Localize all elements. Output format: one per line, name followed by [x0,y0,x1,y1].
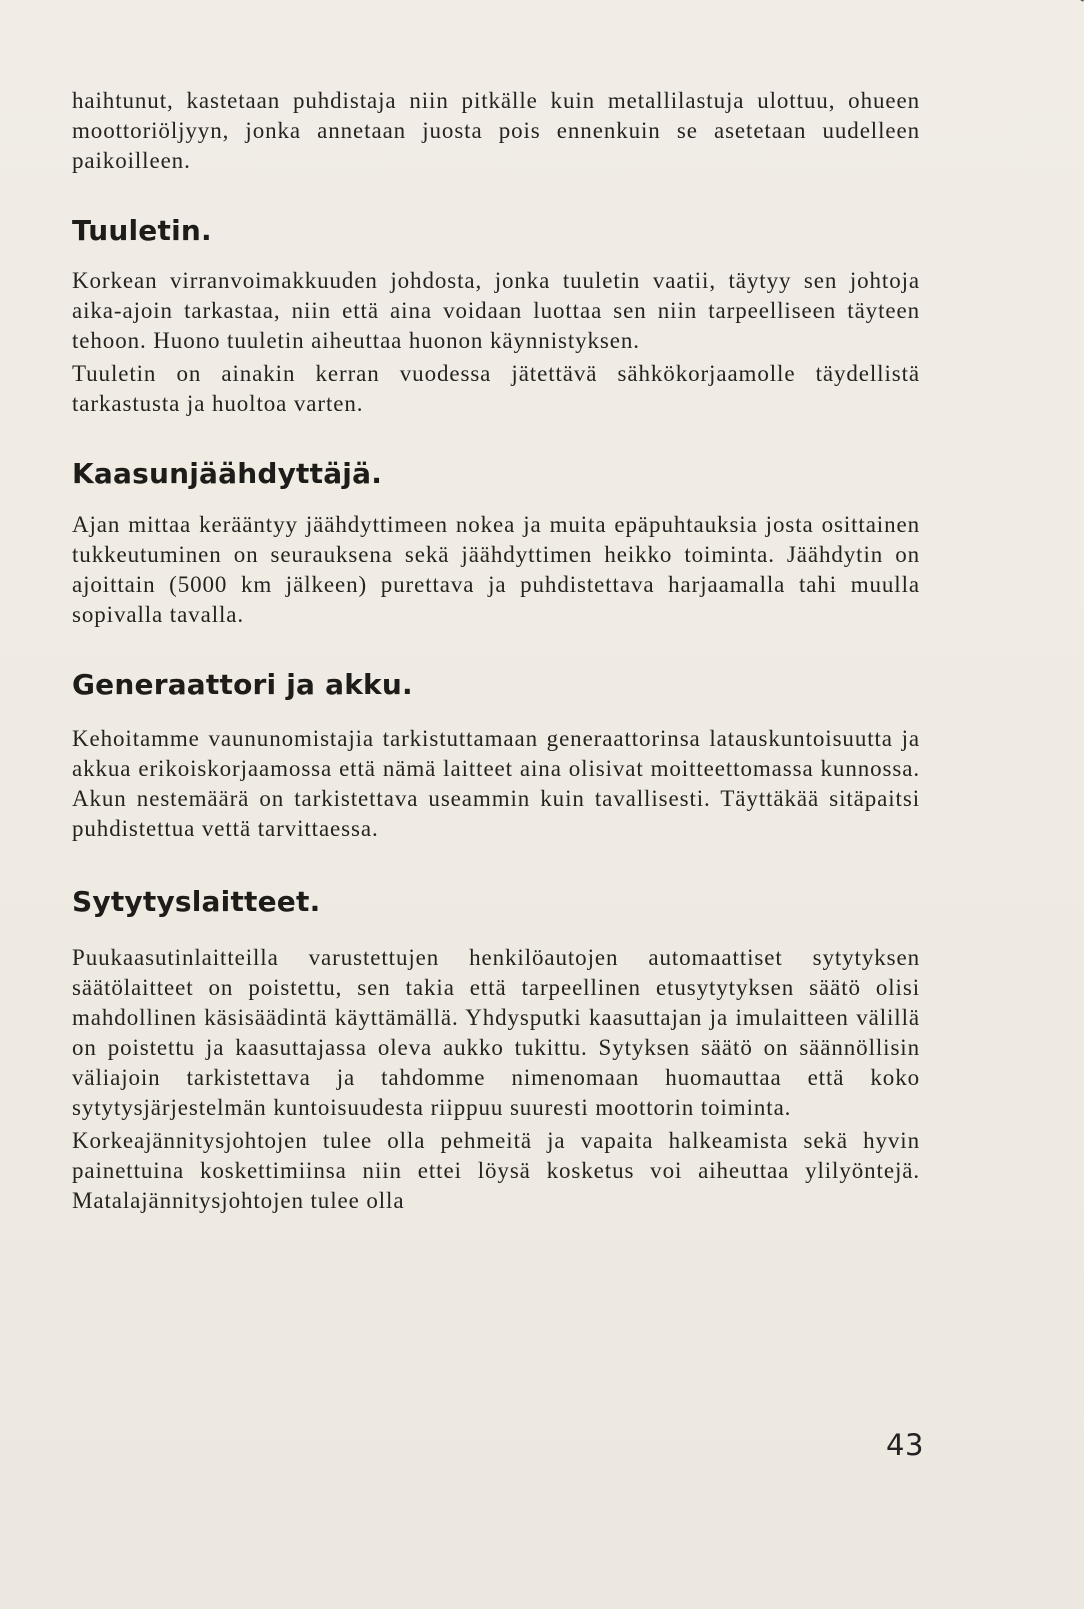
section-generaattori [72,668,920,844]
section-heading-generaattori: Generaattori ja akku. [72,668,413,701]
section-tuuletin [72,214,920,419]
tuuletin-paragraph-2: Tuuletin on ainakin kerran vuodessa jätettävä sähkökorjaamolle täydellistä tarkastusta ja huoltoa varten. [72,361,920,416]
page-number: 43 [886,1428,924,1462]
page-content [72,86,920,1216]
generaattori-paragraph-1: Kehoitamme vaununomistajia tarkistuttamaan generaattorinsa latauskuntoisuutta ja akkua erikoiskorjaamossa että nämä laitteet aina olisivat moitteettomassa kunnossa. Akun nestemäärä on tarkistettava useammin kuin tavallisesti. Täyttäkää sitäpaitsi puhdistettua vettä tarvittaessa. [72,726,920,841]
intro-paragraph: haihtunut, kastetaan puhdistaja niin pitkälle kuin metallilastuja ulottuu, ohueen moottoriöljyyn, jonka annetaan juosta pois ennenkuin se asetetaan uudelleen paikoilleen. [72,88,920,173]
section-heading-sytytyslaitteet: Sytytyslaitteet. [72,885,321,918]
section-sytytyslaitteet [72,885,920,1216]
sytytyslaitteet-paragraph-1: Puukaasutinlaitteilla varustettujen henkilöautojen automaattiset sytytyksen säätölaitteet on poistettu, sen takia että tarpeellinen etusytytyksen säätö olisi mahdollinen käsisäädintä käyttämällä. Yhdysputki kaasuttajan ja imulaitteen välillä on poistettu ja kaasuttajassa oleva aukko tukittu. Sytyksen säätö on säännöllisin väliajoin tarkistettava ja tahdomme nimenomaan huomauttaa että koko sytytysjärjestelmän kuntoisuudesta riippuu suuresti moottorin toiminta. [72,945,920,1120]
sytytyslaitteet-paragraph-2: Korkeajännitysjohtojen tulee olla pehmeitä ja vapaita halkeamista sekä hyvin painettuina koskettimiinsa niin ettei löysä kosketus voi aiheuttaa ylilyöntejä. Matalajännitysjohtojen tulee olla [72,1128,920,1213]
tuuletin-paragraph-1: Korkean virranvoimakkuuden johdosta, jonka tuuletin vaatii, täytyy sen johtoja aika-ajoin tarkastaa, niin että aina voidaan luottaa sen niin tarpeelliseen täyteen tehoon. Huono tuuletin aiheuttaa huonon käynnistyksen. [72,268,920,353]
section-heading-kaasunjaahdyttaja: Kaasunjäähdyttäjä. [72,457,383,490]
section-kaasunjaahdyttaja [72,457,920,630]
corner-mark [1069,0,1084,10]
section-heading-tuuletin: Tuuletin. [72,214,212,247]
kaasunjaahdyttaja-paragraph-1: Ajan mittaa kerääntyy jäähdyttimeen nokea ja muita epäpuhtauksia josta osittainen tukkeutuminen on seurauksena sekä jäähdyttimen heikko toiminta. Jäähdytin on ajoittain (5000 km jälkeen) purettava ja puhdistettava harjaamalla tahi muulla sopivalla tavalla. [72,512,920,627]
